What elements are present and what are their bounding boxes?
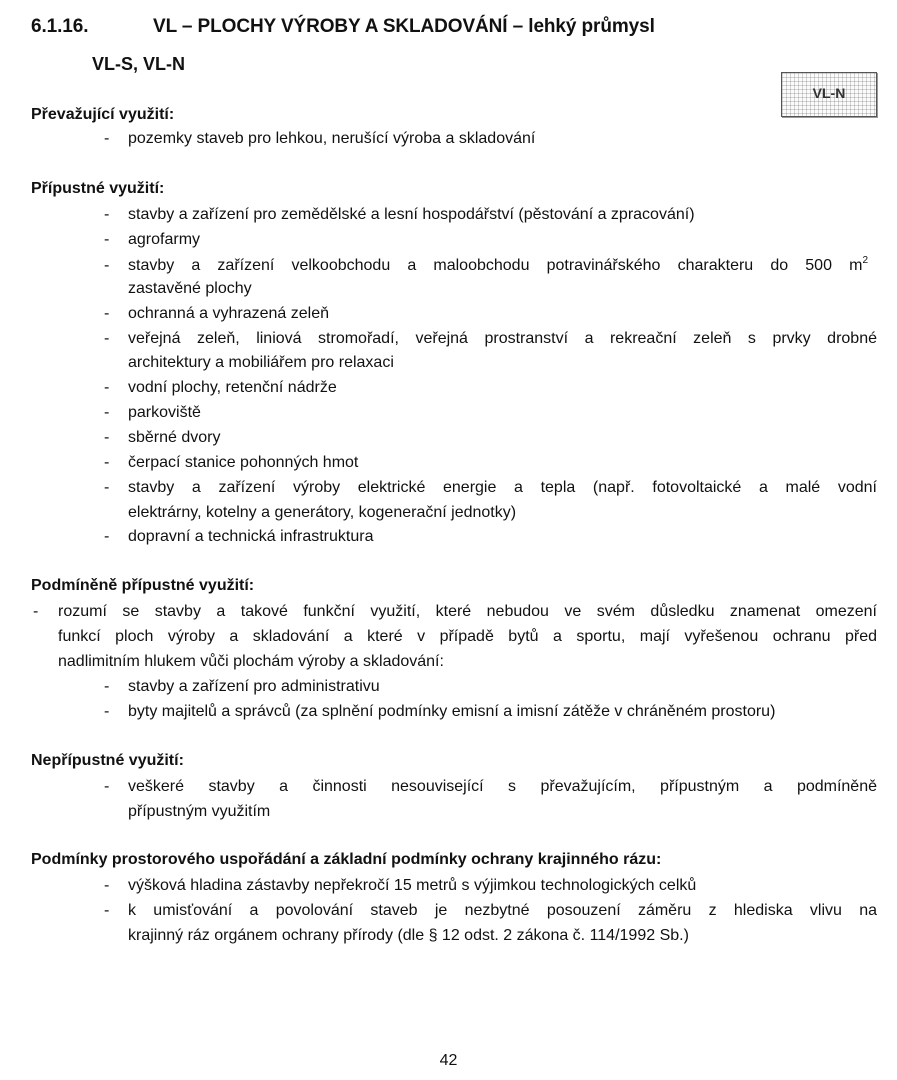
list-item-continuation: krajinný ráz orgánem ochrany přírody (dle § 12 odst. 2 zákona č. 114/1992 Sb.) — [128, 927, 689, 944]
list-item: výšková hladina zástavby nepřekročí 15 metrů s výjimkou technologických celků — [128, 877, 697, 894]
list-item: ochranná a vyhrazená zeleň — [128, 305, 330, 322]
bullet-marker: - — [104, 902, 110, 919]
bullet-marker: - — [104, 130, 110, 147]
paragraph-line: funkcí ploch výroby a skladování a které v případě bytů a sportu, mají vyřešenou ochranu před — [58, 628, 877, 645]
paragraph-line: rozumí se stavby a takové funkční využití, které nebudou ve svém důsledku znamenat omezení — [58, 603, 877, 620]
bullet-marker: - — [104, 379, 110, 396]
list-item: čerpací stanice pohonných hmot — [128, 454, 359, 471]
list-item-continuation: zastavěné plochy — [128, 280, 252, 297]
chapter-title: VL – PLOCHY VÝROBY A SKLADOVÁNÍ – lehký průmysl — [153, 16, 655, 37]
paragraph-line: nadlimitním hlukem vůči plochám výroby a skladování: — [58, 653, 444, 670]
list-item-continuation: elektrárny, kotelny a generátory, kogenerační jednotky) — [128, 504, 517, 521]
list-item: stavby a zařízení výroby elektrické energie a tepla (např. fotovoltaické a malé vodní — [128, 479, 877, 496]
bullet-marker: - — [104, 330, 110, 347]
bullet-marker: - — [104, 703, 110, 720]
list-item: stavby a zařízení pro zemědělské a lesní hospodářství (pěstování a zpracování) — [128, 206, 695, 223]
bullet-marker: - — [104, 528, 110, 545]
list-item: pozemky staveb pro lehkou, nerušící výroba a skladování — [128, 130, 536, 147]
zone-badge-label: VL-N — [812, 85, 846, 101]
bullet-marker: - — [104, 305, 110, 322]
bullet-marker: - — [104, 479, 110, 496]
section-title-pripustne: Přípustné využití: — [31, 180, 165, 197]
zone-codes: VL-S, VL-N — [92, 54, 185, 74]
chapter-number: 6.1.16. — [31, 16, 89, 37]
bullet-marker: - — [104, 206, 110, 223]
chapter-heading — [31, 16, 655, 38]
list-item-text: stavby a zařízení velkoobchodu a maloobchodu potravinářského charakteru do 500 m — [128, 257, 863, 274]
list-item: dopravní a technická infrastruktura — [128, 528, 374, 545]
list-item: k umisťování a povolování staveb je nezbytné posouzení záměru z hlediska vlivu na — [128, 902, 877, 919]
list-item: veškeré stavby a činnosti nesouvisející s převažujícím, přípustným a podmíněně — [128, 778, 877, 795]
list-item-continuation: architektury a mobiliářem pro relaxaci — [128, 354, 394, 371]
list-item — [128, 255, 868, 277]
bullet-marker: - — [104, 257, 110, 274]
list-item: veřejná zeleň, liniová stromořadí, veřejná prostranství a rekreační zeleň s prvky drobné — [128, 330, 877, 347]
list-item: vodní plochy, retenční nádrže — [128, 379, 337, 396]
list-item: parkoviště — [128, 404, 201, 421]
list-item-continuation: přípustným využitím — [128, 803, 271, 820]
bullet-marker: - — [104, 877, 110, 894]
section-title-nepripustne: Nepřípustné využití: — [31, 752, 184, 769]
list-item: sběrné dvory — [128, 429, 221, 446]
bullet-marker: - — [104, 454, 110, 471]
bullet-marker: - — [33, 603, 39, 620]
list-item: byty majitelů a správců (za splnění podmínky emisní a imisní zátěže v chráněném prostoru) — [128, 703, 776, 720]
bullet-marker: - — [104, 231, 110, 248]
list-item: stavby a zařízení pro administrativu — [128, 678, 380, 695]
superscript-two: 2 — [862, 255, 868, 266]
bullet-marker: - — [104, 404, 110, 421]
page-number: 42 — [439, 1052, 458, 1069]
section-title-podminene: Podmíněně přípustné využití: — [31, 577, 255, 594]
section-title-prevazujici: Převažující využití: — [31, 106, 175, 123]
list-item: agrofarmy — [128, 231, 201, 248]
bullet-marker: - — [104, 678, 110, 695]
section-title-podminky: Podmínky prostorového uspořádání a základní podmínky ochrany krajinného rázu: — [31, 851, 662, 868]
zone-badge — [781, 72, 877, 117]
bullet-marker: - — [104, 429, 110, 446]
bullet-marker: - — [104, 778, 110, 795]
